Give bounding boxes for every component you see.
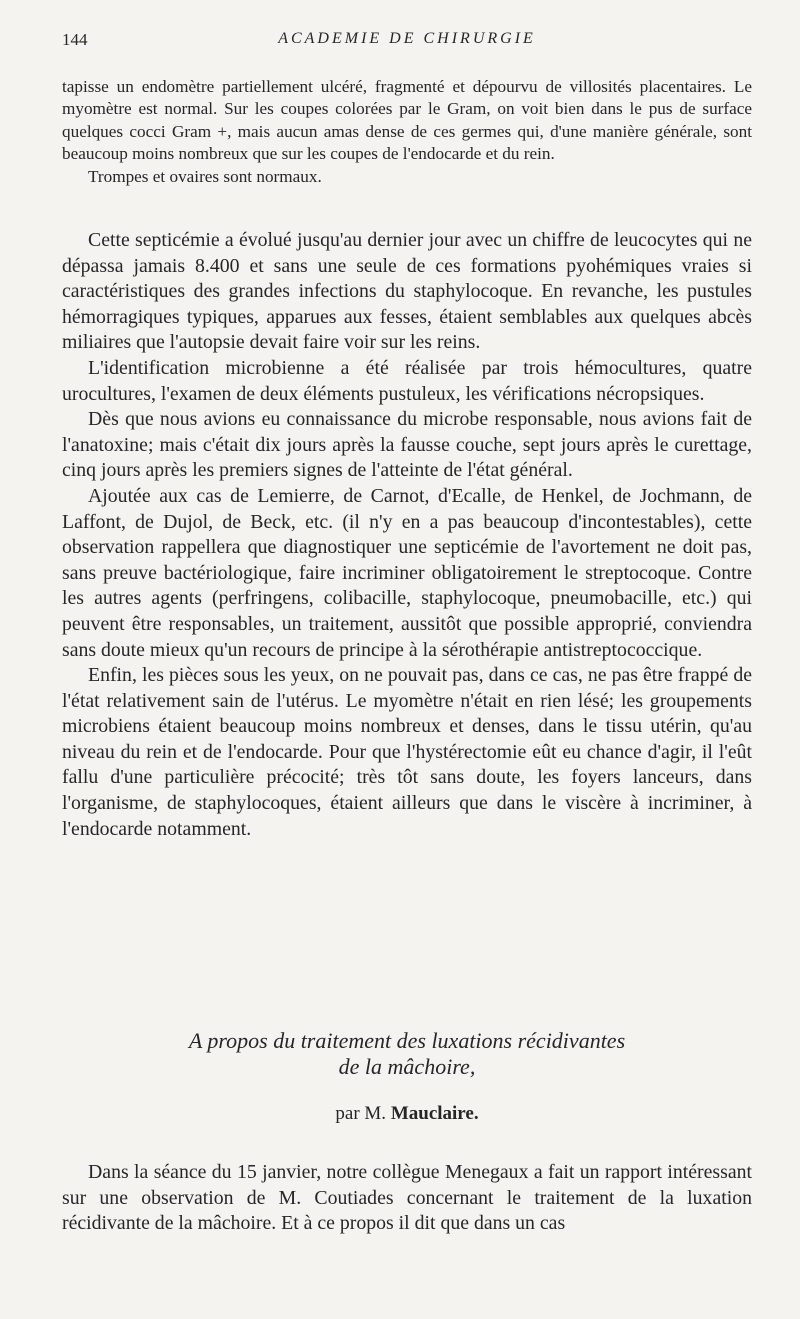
- article-title-line: A propos du traitement des luxations récidivantes: [188, 1028, 626, 1053]
- running-head: ACADEMIE DE CHIRURGIE: [278, 30, 536, 47]
- paragraph: Trompes et ovaires sont normaux.: [88, 166, 322, 186]
- article-title: [62, 1028, 752, 1080]
- article-title-line: de la mâchoire,: [338, 1054, 476, 1079]
- byline: [62, 1103, 752, 1125]
- page-number: 144: [62, 30, 88, 49]
- page-header: [62, 30, 752, 56]
- author-name: Mauclaire.: [390, 1103, 479, 1124]
- paragraph: tapisse un endomètre partiellement ulcéré, fragmenté et dépourvu de villosités placentaires. Le myomètre est normal. Sur les coupes colorées par le Gram, on voit bien dans le pus de surface quelques cocci Gram +, mais aucun amas dense de ces germes qui, d'une manière générale, sont beaucoup moins nombreux que sur les coupes de l'endocarde et du rein.: [62, 77, 752, 164]
- byline-prefix: par M.: [335, 1103, 387, 1124]
- paragraph: Dans la séance du 15 janvier, notre collègue Menegaux a fait un rapport intéressant sur une observation de M. Coutiades concernant le traitement de la luxation récidivante de la mâchoire. Et à ce propos il dit que dans un cas: [62, 1161, 752, 1235]
- paragraph: L'identification microbienne a été réalisée par trois hémocultures, quatre urocultures, l'examen de deux éléments pustuleux, les vérifications nécropsiques.: [62, 356, 752, 405]
- paragraph: Cette septicémie a évolué jusqu'au dernier jour avec un chiffre de leucocytes qui ne dépassa jamais 8.400 et sans une seule de ces formations pyohémiques vraies si caractéristiques des grandes infections du staphylocoque. En revanche, les pustules hémorragiques typiques, apparues aux fesses, étaient semblables aux quelques abcès miliaires que l'autopsie devait faire voir sur les reins.: [62, 229, 752, 354]
- main-text-block: [62, 228, 752, 842]
- article-text-block: [62, 1160, 752, 1237]
- paragraph: Ajoutée aux cas de Lemierre, de Carnot, d'Ecalle, de Henkel, de Jochmann, de Laffont, de Dujol, de Beck, etc. (il n'y en a pas beaucoup d'incontestables), cette observation rappellera que diagnostiquer une septicémie de l'avortement ne doit pas, sans preuve bactériologique, faire incriminer obligatoirement le streptocoque. Contre les autres agents (perfringens, colibacille, staphylocoque, pneumobacille, etc.) qui peuvent être responsables, un traitement, aussitôt que possible approprié, conviendra sans doute mieux qu'un recours de principe à la sérothérapie antistreptococcique.: [62, 484, 752, 661]
- paragraph: Enfin, les pièces sous les yeux, on ne pouvait pas, dans ce cas, ne pas être frappé de l'état relativement sain de l'utérus. Le myomètre n'était en rien lésé; les groupements microbiens étaient beaucoup moins nombreux et denses, dans le tissu utérin, qu'au niveau du rein et de l'endocarde. Pour que l'hystérectomie eût eu chance d'agir, il l'eût fallu d'une particulière précocité; très tôt sans doute, les foyers lanceurs, dans l'organisme, de staphylocoques, étaient ailleurs que dans le viscère à incriminer, à l'endocarde notamment.: [62, 664, 752, 840]
- paragraph: Dès que nous avions eu connaissance du microbe responsable, nous avions fait de l'anatoxine; mais c'était dix jours après la fausse couche, sept jours après le curettage, cinq jours après les premiers signes de l'atteinte de l'état général.: [62, 408, 752, 482]
- continued-text-block: [62, 76, 752, 188]
